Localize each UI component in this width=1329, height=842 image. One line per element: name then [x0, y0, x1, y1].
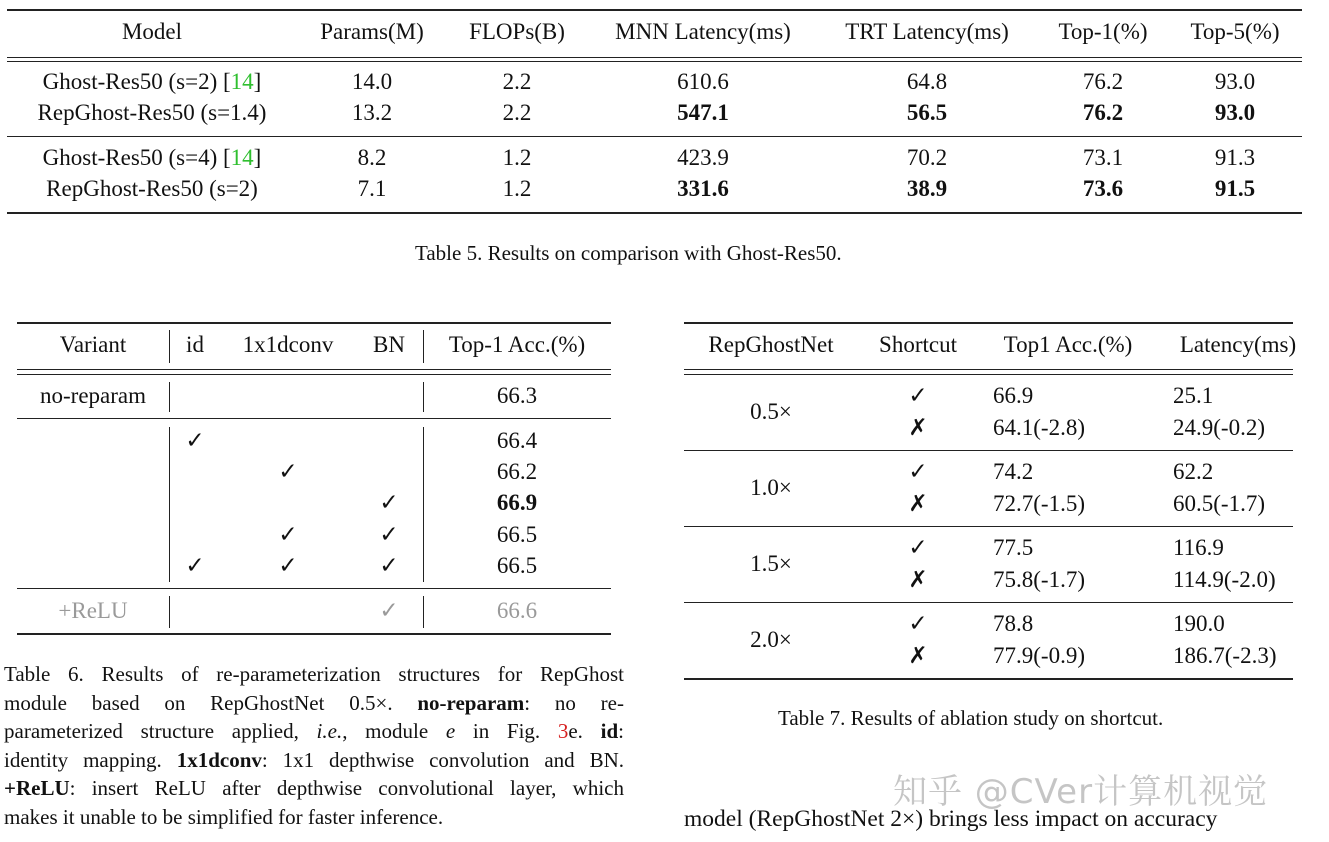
table-5-trt-cell: 64.8 [906, 69, 948, 94]
watermark: 知乎 @CVer计算机视觉 [893, 772, 1269, 812]
table-6-caption: Table 6. Results of re-parameterization structures for RepGhost module based on RepGhostNet 0.5×. no-reparam: no re- parameterized structure applied, i.e., module e in Fig. 3e. id: identity mapping. 1x1dconv: 1x1 depthwise convolution and BN. +ReLU: insert ReLU after depthwise convolutional layer, which makes it unable to be simplified for faster inference. [4, 662, 624, 829]
table-5-mnn-cell: 547.1 [677, 100, 729, 125]
check-icon: ✓ [908, 459, 928, 485]
model-name: RepGhost-Res50 (s=2) [46, 176, 258, 201]
table-5-caption: Table 5. Results on comparison with Ghost-Res50. [415, 241, 842, 265]
table-5-trt-cell: 38.9 [906, 176, 948, 201]
table-6-acc: 66.5 [496, 553, 538, 578]
latency: 62.2 [1173, 459, 1214, 484]
top1-acc: 77.5 [993, 535, 1034, 560]
top1-acc: 75.8(-1.7) [993, 567, 1085, 592]
table-7-caption: Table 7. Results of ablation study on shortcut. [778, 706, 1164, 730]
check-icon: ✓ [278, 459, 298, 485]
table-6-acc: 66.4 [496, 428, 538, 453]
table-5-top1-cell: 73.6 [1082, 176, 1124, 201]
cross-icon: ✗ [908, 643, 928, 669]
table-6-header: BN [373, 332, 405, 357]
check-icon: ✓ [278, 522, 298, 548]
check-icon: ✓ [908, 535, 928, 561]
table-5-flops-cell: 2.2 [502, 69, 532, 94]
table-5-model-cell [43, 69, 262, 95]
table-5-params-cell: 13.2 [351, 100, 393, 125]
table-5-header: FLOPs(B) [469, 19, 565, 44]
top1-acc: 64.1(-2.8) [993, 415, 1085, 440]
latency: 25.1 [1173, 383, 1214, 408]
table-6-header: 1x1dconv [242, 332, 334, 357]
table-6-acc: 66.2 [496, 459, 538, 484]
table-6-acc: 66.9 [496, 490, 538, 515]
table-5-header: TRT Latency(ms) [845, 19, 1009, 44]
check-icon: ✓ [185, 428, 205, 454]
table-5-flops-cell: 1.2 [502, 145, 532, 170]
table-5-params-cell: 14.0 [351, 69, 393, 94]
check-icon: ✓ [379, 522, 399, 548]
table-7-header: RepGhostNet [708, 332, 834, 357]
latency: 186.7(-2.3) [1173, 643, 1277, 668]
check-icon: ✓ [379, 553, 399, 579]
width-multiplier: 1.5× [750, 551, 792, 576]
table-5-top5-cell: 93.0 [1214, 69, 1256, 94]
table-5-top1-cell: 76.2 [1082, 69, 1124, 94]
table-5-trt-cell: 56.5 [906, 100, 948, 125]
check-icon: ✓ [379, 598, 399, 624]
citation-link[interactable]: 14 [230, 69, 254, 94]
no-reparam-acc: 66.3 [496, 383, 538, 408]
check-icon: ✓ [379, 490, 399, 516]
relu-acc: 66.6 [496, 598, 538, 623]
table-6-acc: 66.5 [496, 522, 538, 547]
model-name: RepGhost-Res50 (s=1.4) [37, 100, 267, 125]
citation-link[interactable]: 14 [230, 145, 254, 170]
table-5-top5-cell: 91.3 [1214, 145, 1256, 170]
table-5-top5-cell: 91.5 [1214, 176, 1256, 201]
table-5-header: Top-5(%) [1190, 19, 1280, 44]
width-multiplier: 0.5× [750, 399, 792, 424]
table-5-header: Params(M) [320, 19, 424, 44]
table-5-top5-cell: 93.0 [1214, 100, 1256, 125]
model-name: Ghost-Res50 (s=4) [ [42, 145, 231, 170]
cross-icon: ✗ [908, 415, 928, 441]
top1-acc: 72.7(-1.5) [993, 491, 1085, 516]
table-6-header: Variant [59, 332, 127, 357]
cross-icon: ✗ [908, 567, 928, 593]
top1-acc: 78.8 [993, 611, 1034, 636]
check-icon: ✓ [278, 553, 298, 579]
table-7-header: Latency(ms) [1179, 332, 1297, 357]
table-5-params-cell: 8.2 [357, 145, 387, 170]
table-5-mnn-cell: 423.9 [677, 145, 729, 170]
latency: 114.9(-2.0) [1173, 567, 1276, 592]
bracket: ] [253, 145, 262, 170]
table-5-header: Top-1(%) [1058, 19, 1148, 44]
table-5-params-cell: 7.1 [357, 176, 387, 201]
top1-acc: 66.9 [993, 383, 1034, 408]
table-5-mnn-cell: 610.6 [677, 69, 729, 94]
table-5-model-cell [43, 145, 262, 171]
table-7-header: Shortcut [879, 332, 957, 357]
check-icon: ✓ [908, 383, 928, 409]
table-5-model-cell [38, 100, 267, 126]
table-5-top1-cell: 76.2 [1082, 100, 1124, 125]
check-icon: ✓ [185, 553, 205, 579]
cross-icon: ✗ [908, 491, 928, 517]
latency: 190.0 [1173, 611, 1225, 636]
table-7-header: Top1 Acc.(%) [1003, 332, 1133, 357]
model-name: Ghost-Res50 (s=2) [ [42, 69, 231, 94]
table-5-mnn-cell: 331.6 [677, 176, 729, 201]
check-icon: ✓ [908, 611, 928, 637]
latency: 24.9(-0.2) [1173, 415, 1265, 440]
table-5-trt-cell: 70.2 [906, 145, 948, 170]
latency: 116.9 [1173, 535, 1224, 560]
table-6-header: Top-1 Acc.(%) [448, 332, 586, 357]
top1-acc: 77.9(-0.9) [993, 643, 1085, 668]
bracket: ] [253, 69, 262, 94]
table-5-header: Model [121, 19, 183, 44]
relu-label: +ReLU [58, 598, 128, 623]
no-reparam-label: no-reparam [40, 383, 146, 408]
table-6-header: id [186, 332, 204, 357]
table-5-top1-cell: 73.1 [1082, 145, 1124, 170]
top1-acc: 74.2 [993, 459, 1034, 484]
latency: 60.5(-1.7) [1173, 491, 1265, 516]
table-5-flops-cell: 1.2 [502, 176, 532, 201]
table-5-model-cell [46, 176, 258, 202]
width-multiplier: 2.0× [750, 627, 792, 652]
table-5-flops-cell: 2.2 [502, 100, 532, 125]
table-5-header: MNN Latency(ms) [615, 19, 791, 44]
width-multiplier: 1.0× [750, 475, 792, 500]
body-text: model (RepGhostNet 2×) brings less impact on accuracy [684, 806, 1218, 832]
